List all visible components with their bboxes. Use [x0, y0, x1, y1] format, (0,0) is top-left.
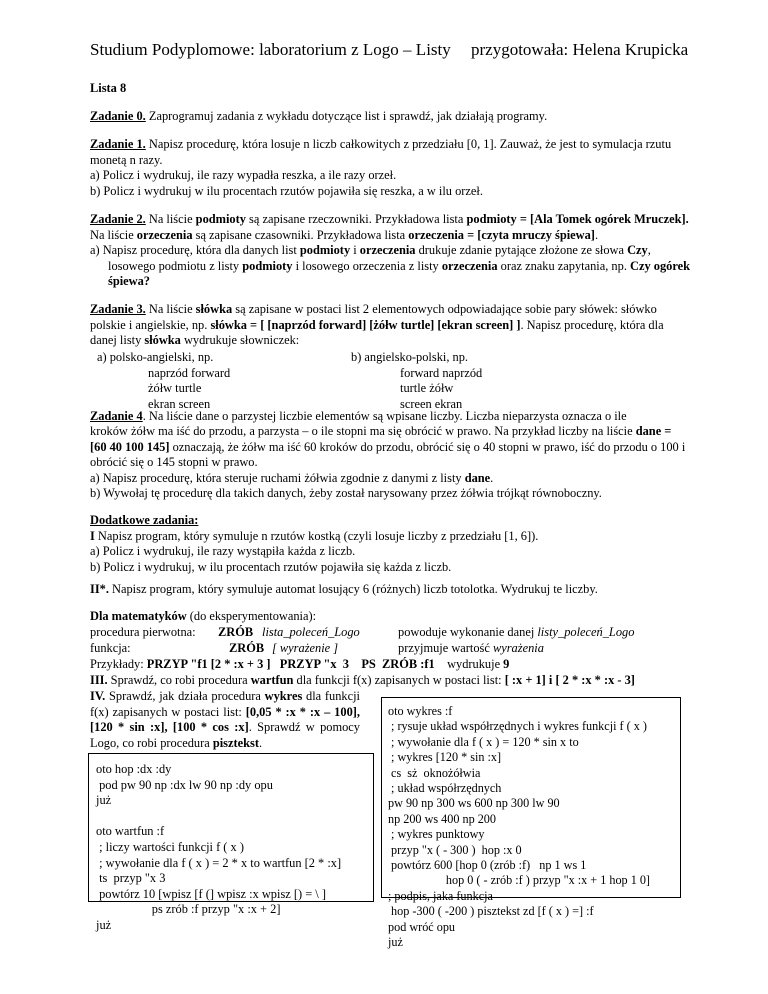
task-2	[90, 212, 690, 290]
task-3-text: Na liście	[145, 302, 196, 316]
math-row1-arg: lista_poleceń_Logo	[262, 625, 360, 639]
math-row1-desc-italic: listy_poleceń_Logo	[537, 625, 635, 639]
task-4-list: dane = [60 40 100 145]	[90, 424, 672, 454]
math-row1-desc	[398, 625, 634, 641]
math-head-bold: Dla matematyków	[90, 609, 187, 623]
task-4-a-text: .	[490, 470, 494, 485]
extra-I-a: a) Policz i wydrukuj, ile razy wystąpiła każda z liczb.	[90, 544, 356, 558]
task-4-first-line	[90, 409, 690, 423]
math-row2-desc-text: przyjmuje wartość	[398, 641, 493, 655]
code-left: oto hop :dx :dy pod pw 90 np :dx lw 90 np :dy opu już oto wartfun :f ; liczy wartości funkcji f ( x ) ; wywołanie dla f ( x ) = 2 * x to wartfun [2 * :x] ts przyp "x 3 powtórz 10 [wpisz [f (] wpisz :x wpisz [) = \ ] ps zrób :f przyp "x :x + 2] już	[96, 762, 342, 932]
math-III-num: III.	[90, 673, 108, 687]
task-1-a: a) Policz i wydrukuj, ile razy wypadła reszka, a ile razy orzeł.	[90, 168, 397, 182]
extra-I-b: b) Policz i wydrukuj, w ilu procentach rzutów pojawiła się każda z liczb.	[90, 559, 452, 574]
task-3-text: są zapisane w postaci list 2 elementowych odpowiadające sobie pary słówek: słówko polskie i angielskie, np.	[90, 302, 657, 332]
task-2-a-word: Czy	[627, 243, 648, 257]
dict-a	[97, 350, 230, 412]
task-0-text: Zaprogramuj zadania z wykładu dotyczące list i sprawdź, jak działają programy.	[145, 109, 548, 123]
task-1	[90, 137, 690, 199]
math-examples	[90, 657, 690, 673]
math-examples-result: 9	[503, 657, 510, 671]
math-IV-word: wykres	[264, 689, 303, 703]
math-row1-label: procedura pierwotna:	[90, 625, 196, 639]
math-row2-arg: [ wyrażenie ]	[272, 641, 339, 655]
task-4-b: b) Wywołaj tę procedurę dla takich danych, żeby został narysowany przez żółwia trójkąt równoboczny.	[90, 486, 602, 500]
extra-I-num: I	[90, 528, 95, 543]
math-IV-num: IV.	[90, 689, 106, 703]
task-2-text: Na liście	[90, 227, 137, 242]
math-IV-text: Sprawdź, jak działa procedura	[105, 689, 265, 703]
code-box-left	[88, 753, 374, 932]
task-0	[90, 109, 690, 125]
code-right: oto wykres :f ; rysuje układ współrzędnych i wykres funkcji f ( x ) ; wywołanie dla f ( x ) = 120 * sin x to ; wykres [120 * sin :x] cs sż oknożółwia ; układ współrzędnych pw 90 np 300 ws 600 np 300 lw 90 np 200 ws 400 np 200 ; wykres punktowy przyp "x ( - 300 ) hop :x 0 powtórz 600 [hop 0 (zrób :f) np 1 ws 1 hop 0 ( - zrób :f ) przyp "x :x + 1 hop 1 0] ; podpis, jaka funkcja hop -300 ( -200 ) pisztekst zd [f ( x ) =] :f pod wróć opu już	[388, 704, 650, 950]
extra-II-num: II*.	[90, 582, 109, 596]
header-left: Studium Podyplomowe: laboratorium z Logo – Listy	[90, 40, 451, 59]
task-4-cut-text: . Na liście dane o parzystej liczbie elementów są wpisane liczby. Liczba nieparzysta oznacza o ile	[142, 409, 627, 423]
task-4-text: kroków żółw ma iść do przodu, a parzysta – o ile stopni ma się obrócić w prawo. Na przykład liczby na liście	[90, 424, 636, 438]
math-row2-label: funkcja:	[90, 641, 131, 655]
math-row1-desc-text: powoduje wykonanie danej	[398, 625, 538, 639]
task-2-word: podmioty	[195, 212, 246, 226]
dict-row: ekran screen	[148, 396, 211, 411]
task-2-a-word: podmioty	[242, 258, 293, 273]
task-3-text: wydrukuje słowniczek:	[180, 333, 300, 347]
dict-b	[351, 350, 482, 412]
task-2-a-text: , losowego podmiotu z listy	[108, 243, 651, 273]
dict-a-head: a) polsko-angielski, np.	[97, 350, 214, 364]
task-3-word: słówka	[144, 333, 181, 347]
math-row2-desc-italic: wyrażenia	[492, 641, 544, 655]
dict-row: forward naprzód	[400, 365, 483, 380]
math-examples-text: wydrukuje	[434, 657, 504, 671]
math-IV-text: . Sprawdź w pomocy Logo, co robi procedura	[90, 720, 360, 750]
task-2-a-text: drukuje zdanie pytające złożone ze słowa	[415, 243, 628, 257]
task-4-a-word: dane	[464, 470, 491, 485]
task-2-a-word: orzeczenia	[359, 243, 416, 257]
task-2-text: .	[594, 227, 599, 242]
extra-label: Dodatkowe zadania:	[90, 513, 199, 527]
math-head-text: (do eksperymentowania):	[186, 609, 317, 623]
math-IV	[90, 689, 360, 751]
task-1-text: Napisz procedurę, która losuje n liczb całkowitych z przedziału [0, 1]. Zauważ, że jest to symulacja rzutu monetą n razy.	[90, 137, 672, 167]
math-III	[90, 673, 700, 689]
math-examples-code: PRZYP "f1 [2 * :x + 3 ] PRZYP "x 3 PS ZRÓB :f1	[146, 657, 435, 671]
extra-I-text: Napisz program, który symuluje n rzutów kostką (czyli losuje liczby z przedziału [1, 6]).	[94, 528, 539, 543]
math-III-text: Sprawdź, co robi procedura	[107, 673, 251, 687]
task-3-word: słówka	[195, 302, 233, 316]
task-3-label: Zadanie 3.	[90, 302, 146, 316]
task-1-b: b) Policz i wydrukuj w ilu procentach rzutów pojawiła się reszka, a w ilu orzeł.	[90, 183, 483, 198]
task-4-a-text: a) Napisz procedurę, która steruje ruchami żółwia zgodnie z danymi z listy	[90, 470, 465, 485]
task-2-a-text: i	[350, 243, 360, 257]
task-2-text: są zapisane rzeczowniki. Przykładowa lista	[245, 212, 467, 226]
dict-a-rows	[97, 366, 230, 413]
task-2-a-word: orzeczenia	[441, 258, 498, 273]
task-2-a-word: podmioty	[299, 243, 351, 257]
math-row2-desc	[398, 641, 544, 657]
task-4	[90, 424, 690, 502]
extra-tasks	[90, 513, 690, 575]
dict-b-rows	[351, 366, 482, 413]
math-III-word: wartfun	[250, 673, 294, 687]
dict-row: turtle żółw	[400, 381, 454, 395]
task-2-list: orzeczenia = [czyta mruczy śpiewa]	[408, 227, 595, 242]
task-3	[90, 302, 690, 349]
task-2-word: orzeczenia	[136, 227, 193, 242]
task-2-a-text: i losowego orzeczenia z listy	[292, 258, 442, 273]
math-examples-label: Przykłady:	[90, 657, 147, 671]
dict-b-head: b) angielsko-polski, np.	[351, 350, 469, 364]
task-0-label: Zadanie 0.	[90, 109, 146, 123]
task-1-label: Zadanie 1.	[90, 137, 146, 151]
task-2-list: podmioty = [Ala Tomek ogórek Mruczek].	[466, 212, 689, 226]
dict-row: screen ekran	[400, 396, 463, 411]
math-row2-cmd: ZRÓB	[229, 641, 265, 655]
math-IV-text: .	[258, 735, 263, 750]
task-2-label: Zadanie 2.	[90, 212, 146, 226]
math-IV-word: pisztekst	[212, 735, 259, 750]
math-IV-lists: [0,05 * :x * :x – 100], [120 * sin :x], [100 * cos :x]	[90, 704, 360, 734]
task-2-a-text: oraz znaku zapytania, np.	[497, 258, 631, 273]
code-box-right	[381, 697, 681, 950]
task-2-text: są zapisane czasowniki. Przykładowa lista	[192, 227, 409, 242]
extra-II-text: Napisz program, który symuluje automat losujący 6 (różnych) liczb totolotka. Wydrukuj te liczby.	[108, 582, 598, 596]
math-III-text: dla funkcji f(x) zapisanych w postaci list:	[293, 673, 505, 687]
math-row1-cmd: ZRÓB	[218, 625, 254, 639]
task-2-a-text: a) Napisz procedurę, która dla danych list	[90, 243, 300, 257]
math-head	[90, 609, 690, 625]
task-2-text: Na liście	[145, 212, 196, 226]
task-4-a	[90, 471, 690, 487]
extra-I	[90, 529, 690, 545]
page-title: Lista 8	[90, 81, 127, 95]
math-III-lists: [ :x + 1] i [ 2 * :x * :x - 3]	[504, 673, 635, 687]
extra-II	[90, 582, 690, 598]
task-4-label: Zadanie 4	[90, 409, 143, 423]
task-2-a-example: Czy ogórek śpiewa?	[108, 258, 691, 288]
math-IV-text: dla funkcji f(x) zapisanych w postaci list:	[90, 689, 360, 719]
task-3-text: . Napisz procedurę, która dla danej listy	[90, 317, 664, 347]
header-right: przygotowała: Helena Krupicka	[471, 40, 689, 59]
task-2-a	[90, 243, 690, 290]
dict-row: naprzód forward	[148, 365, 231, 380]
dict-row: żółw turtle	[148, 381, 202, 395]
task-3-list: słówka = [ [naprzód forward] [żółw turtle] [ekran screen] ]	[210, 317, 521, 332]
task-4-text: oznaczają, że żółw ma iść 60 kroków do przodu, obrócić się o 40 stopni w prawo, iść do przodu o 100 i obrócić się o 145 stopni w prawo.	[90, 439, 686, 469]
